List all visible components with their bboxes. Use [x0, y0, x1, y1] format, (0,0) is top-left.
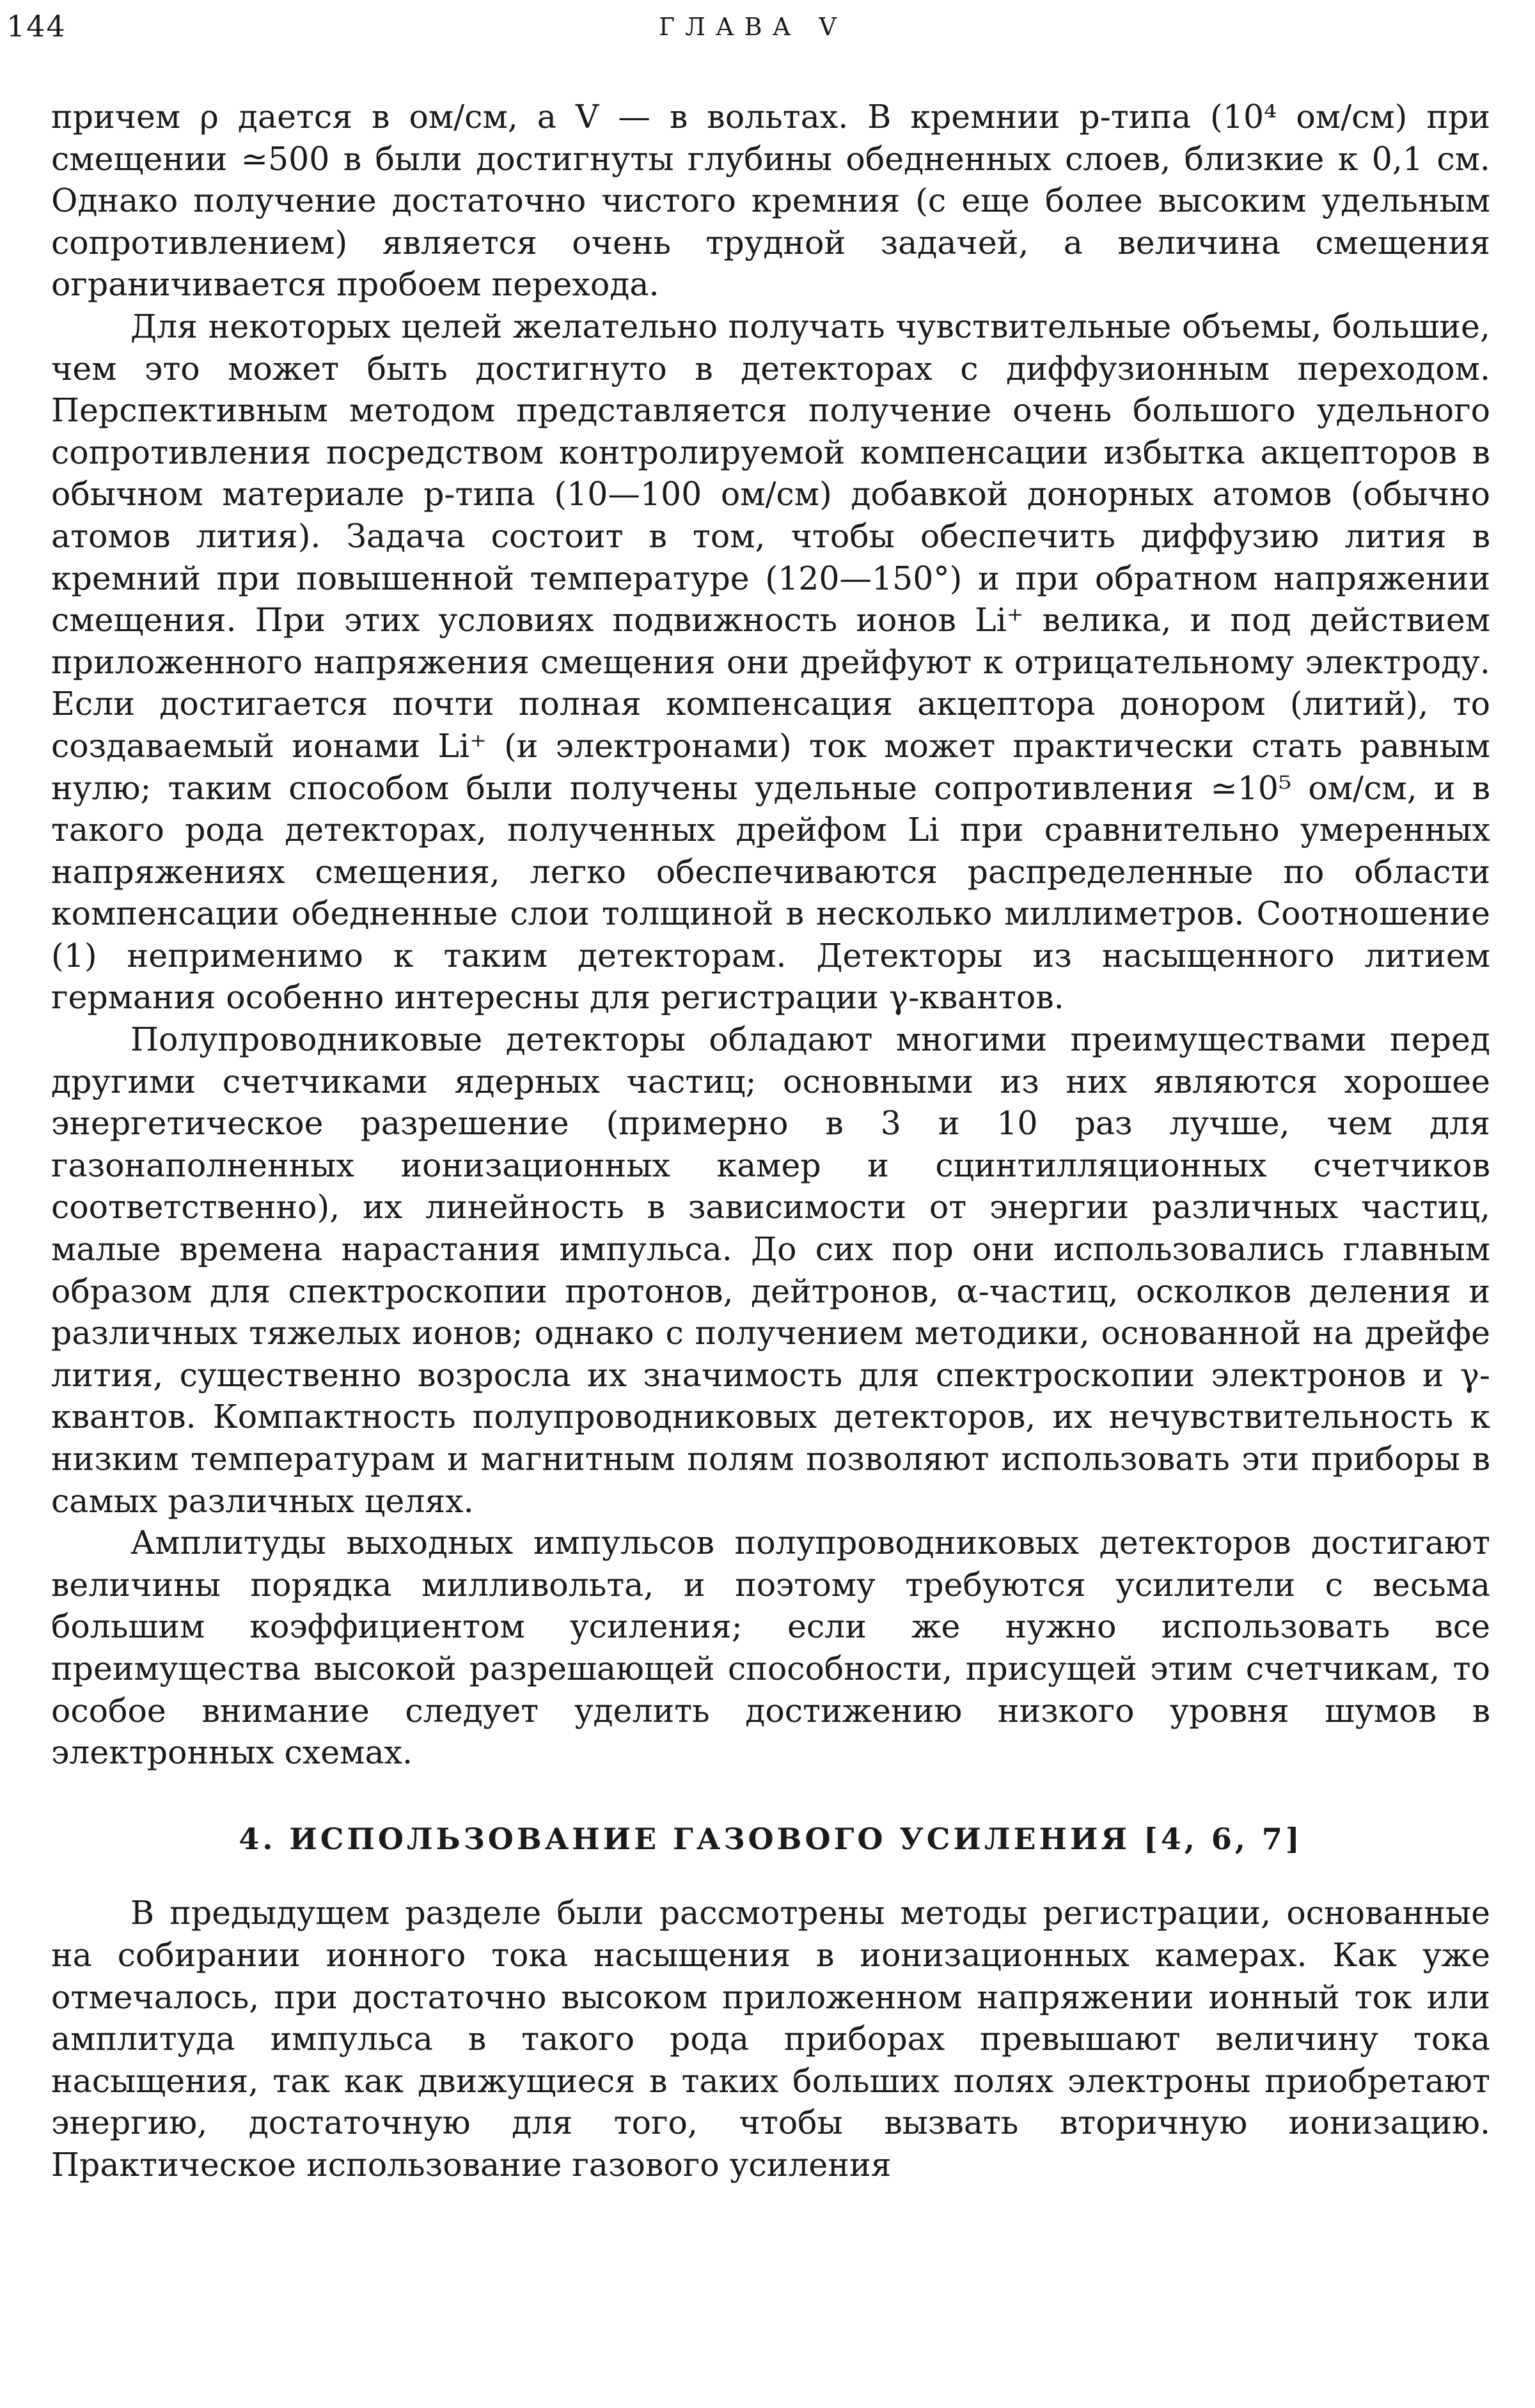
running-head — [0, 9, 1535, 47]
paragraph: Для некоторых целей желательно получать чувствительные объемы, большие, чем это может быть достигнуто в детекторах с диффузионным переходом. Перспективным методом представляется получение очень большого удельного сопротивления посредством контролируемой компенсации избытка акцепторов в обычном материале p-типа (10—100 ом/см) добавкой донорных атомов (обычно атомов лития). Задача состоит в том, чтобы обеспечить диффузию лития в кремний при повышенной температуре (120—150°) и при обратном напряжении смещения. При этих условиях подвижность ионов Li⁺ велика, и под действием приложенного напряжения смещения они дрейфуют к отрицательному электроду. Если достигается почти полная компенсация акцептора донором (литий), то создаваемый ионами Li⁺ (и электронами) ток может практически стать равным нулю; таким способом были получены удельные сопротивления ≃10⁵ ом/см, и в такого рода детекторах, полученных дрейфом Li при сравнительно умеренных напряжениях смещения, легко обеспечиваются распределенные по области компенсации обедненные слои толщиной в несколько миллиметров. Соотношение (1) неприменимо к таким детекторам. Детекторы из насыщенного литием германия особенно интересны для регистрации γ-квантов. — [51, 307, 1490, 1017]
section-heading: 4. ИСПОЛЬЗОВАНИЕ ГАЗОВОГО УСИЛЕНИЯ [4, 6, 7] — [239, 1821, 1303, 1856]
paragraph: причем ρ дается в ом/см, а V — в вольтах. В кремнии p-типа (10⁴ ом/см) при смещении ≃500 в были достигнуты глубины обедненных слоев, близкие к 0,1 см. Однако получение достаточно чистого кремния (с еще более высоким удельным сопротивлением) является очень трудной задачей, а величина смещения ограничивается пробоем перехода. — [51, 98, 1490, 304]
paragraph: В предыдущем разделе были рассмотрены методы регистрации, основанные на собирании ионного тока насыщения в ионизационных камерах. Как уже отмечалось, при достаточно высоком приложенном напряжении ионный ток или амплитуда импульса в такого рода приборах превышают величину тока насыщения, так как движущиеся в таких больших полях электроны приобретают энергию, достаточную для того, чтобы вызвать вторичную ионизацию. Практическое использование газового усиления — [51, 1894, 1490, 2184]
body-text — [51, 96, 1490, 2186]
paragraph: Полупроводниковые детекторы обладают многими преимуществами перед другими счетчиками ядерных частиц; основными из них являются хорошее энергетическое разрешение (примерно в 3 и 10 раз лучше, чем для газонаполненных ионизационных камер и сцинтилляционных счетчиков соответственно), их линейность в зависимости от энергии различных частиц, малые времена нарастания импульса. До сих пор они использовались главным образом для спектроскопии протонов, дейтронов, α-частиц, осколков деления и различных тяжелых ионов; однако с получением методики, основанной на дрейфе лития, существенно возросла их значимость для спектроскопии электронов и γ-квантов. Компактность полупроводниковых детекторов, их нечувствительность к низким температурам и магнитным полям позволяют использовать эти приборы в самых различных целях. — [51, 1020, 1490, 1520]
chapter-title: ГЛАВА V — [659, 13, 847, 41]
page-number: 144 — [6, 9, 67, 43]
paragraph: Амплитуды выходных импульсов полупроводниковых детекторов достигают величины порядка милливольта, и поэтому требуются усилители с весьма большим коэффициентом усиления; если же нужно использовать все преимущества высокой разрешающей способности, присущей этим счетчикам, то особое внимание следует уделить достижению низкого уровня шумов в электронных схемах. — [51, 1524, 1490, 1772]
